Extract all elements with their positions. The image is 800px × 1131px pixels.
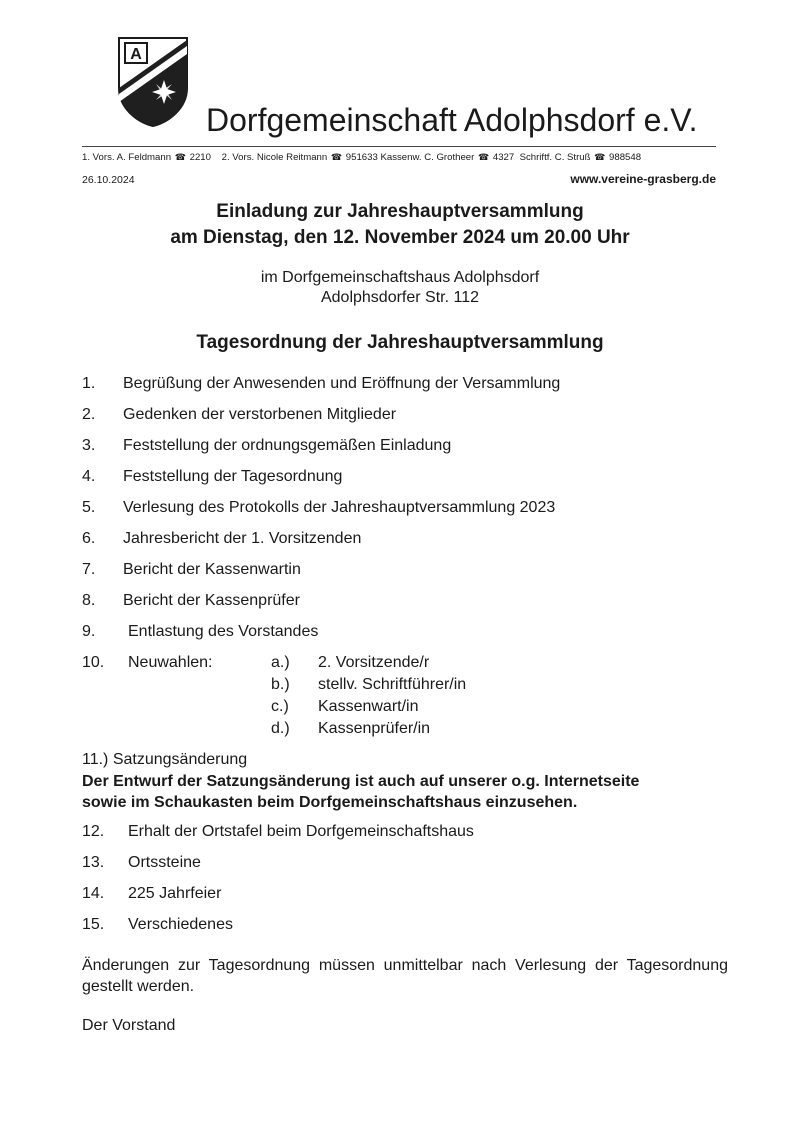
contact-phone: 4327 — [492, 152, 515, 163]
logo-letter: A — [130, 46, 142, 63]
contact-line — [82, 150, 641, 165]
agenda-changes-note: Änderungen zur Tagesordnung müssen unmittelbar nach Verlesung der Tagesordnung gestellt werden. — [82, 957, 728, 995]
election-text: Kassenprüfer/in — [318, 720, 431, 737]
agenda-item-number: 6. — [82, 530, 96, 547]
contact-phone: 951633 — [345, 152, 378, 163]
agenda-item-number: 3. — [82, 437, 96, 454]
agenda-item-text: Feststellung der Tagesordnung — [123, 468, 343, 485]
venue-name: im Dorfgemeinschaftshaus Adolphsdorf — [260, 269, 540, 286]
satzung-note: Der Entwurf der Satzungsänderung ist auch auf unserer o.g. Internetseite — [82, 773, 640, 790]
document-date: 26.10.2024 — [82, 174, 135, 186]
election-letter: d.) — [271, 720, 290, 737]
agenda-item-number: 5. — [82, 499, 96, 516]
election-letter: a.) — [271, 654, 290, 671]
agenda-item-number: 15. — [82, 916, 105, 933]
phone-icon: ☎ — [330, 152, 343, 162]
venue-address: Adolphsdorfer Str. 112 — [320, 289, 480, 306]
agenda-item-number: 8. — [82, 592, 96, 609]
agenda-item-text: Bericht der Kassenwartin — [123, 561, 301, 578]
agenda-item-number: 13. — [82, 854, 105, 871]
agenda-item-satzung: 11.) Satzungsänderung — [82, 751, 248, 768]
election-text: Kassenwart/in — [318, 698, 419, 715]
contact-role: Schriftf. C. Struß — [519, 152, 591, 163]
contact-role: 1. Vors. A. Feldmann — [82, 152, 172, 163]
contact-role: 2. Vors. Nicole Reitmann — [221, 152, 328, 163]
agenda-item-text: Erhalt der Ortstafel beim Dorfgemeinschaftshaus — [128, 823, 474, 840]
agenda-item-text: Bericht der Kassenprüfer — [123, 592, 300, 609]
agenda-heading: Tagesordnung der Jahreshauptversammlung — [196, 332, 604, 353]
invitation-date-line: am Dienstag, den 12. November 2024 um 20.00 Uhr — [170, 227, 630, 248]
election-letter: c.) — [271, 698, 289, 715]
election-letter: b.) — [271, 676, 290, 693]
contact-phone: 988548 — [609, 152, 642, 163]
agenda-item-number: 12. — [82, 823, 105, 840]
agenda-item-text: Neuwahlen: — [128, 654, 213, 671]
invitation-title: Einladung zur Jahreshauptversammlung — [216, 201, 584, 222]
agenda-item-number: 2. — [82, 406, 96, 423]
agenda-item-text: Gedenken der verstorbenen Mitglieder — [123, 406, 397, 423]
agenda-item-text: 225 Jahrfeier — [128, 885, 222, 902]
agenda-item-text: Entlastung des Vorstandes — [128, 623, 319, 640]
signature-board: Der Vorstand — [82, 1017, 176, 1034]
coat-of-arms-logo — [117, 36, 189, 128]
contact-phone: 2210 — [189, 152, 211, 163]
agenda-item-number: 7. — [82, 561, 96, 578]
phone-icon: ☎ — [594, 152, 606, 162]
phone-icon: ☎ — [174, 152, 186, 162]
website-url: www.vereine-grasberg.de — [570, 172, 716, 186]
agenda-item-text: Verlesung des Protokolls der Jahreshauptversammlung 2023 — [123, 499, 556, 516]
election-text: stellv. Schriftführer/in — [318, 676, 467, 693]
header-divider — [82, 146, 716, 147]
agenda-item-number: 1. — [82, 375, 96, 392]
agenda-item-number: 14. — [82, 885, 105, 902]
agenda-item-number: 10. — [82, 654, 105, 671]
agenda-item-text: Begrüßung der Anwesenden und Eröffnung der Versammlung — [123, 375, 561, 392]
satzung-note: sowie im Schaukasten beim Dorfgemeinschaftshaus einzusehen. — [82, 794, 578, 811]
organization-name: Dorfgemeinschaft Adolphsdorf e.V. — [206, 102, 698, 138]
agenda-item-text: Feststellung der ordnungsgemäßen Einladung — [123, 437, 452, 454]
phone-icon: ☎ — [478, 152, 490, 162]
agenda-item-text: Jahresbericht der 1. Vorsitzenden — [123, 530, 362, 547]
contact-role: Kassenw. C. Grotheer — [380, 152, 475, 163]
agenda-item-text: Verschiedenes — [128, 916, 233, 933]
agenda-item-number: 4. — [82, 468, 96, 485]
agenda-item-number: 9. — [82, 623, 96, 640]
election-text: 2. Vorsitzende/r — [318, 654, 430, 671]
agenda-item-text: Ortssteine — [128, 854, 201, 871]
